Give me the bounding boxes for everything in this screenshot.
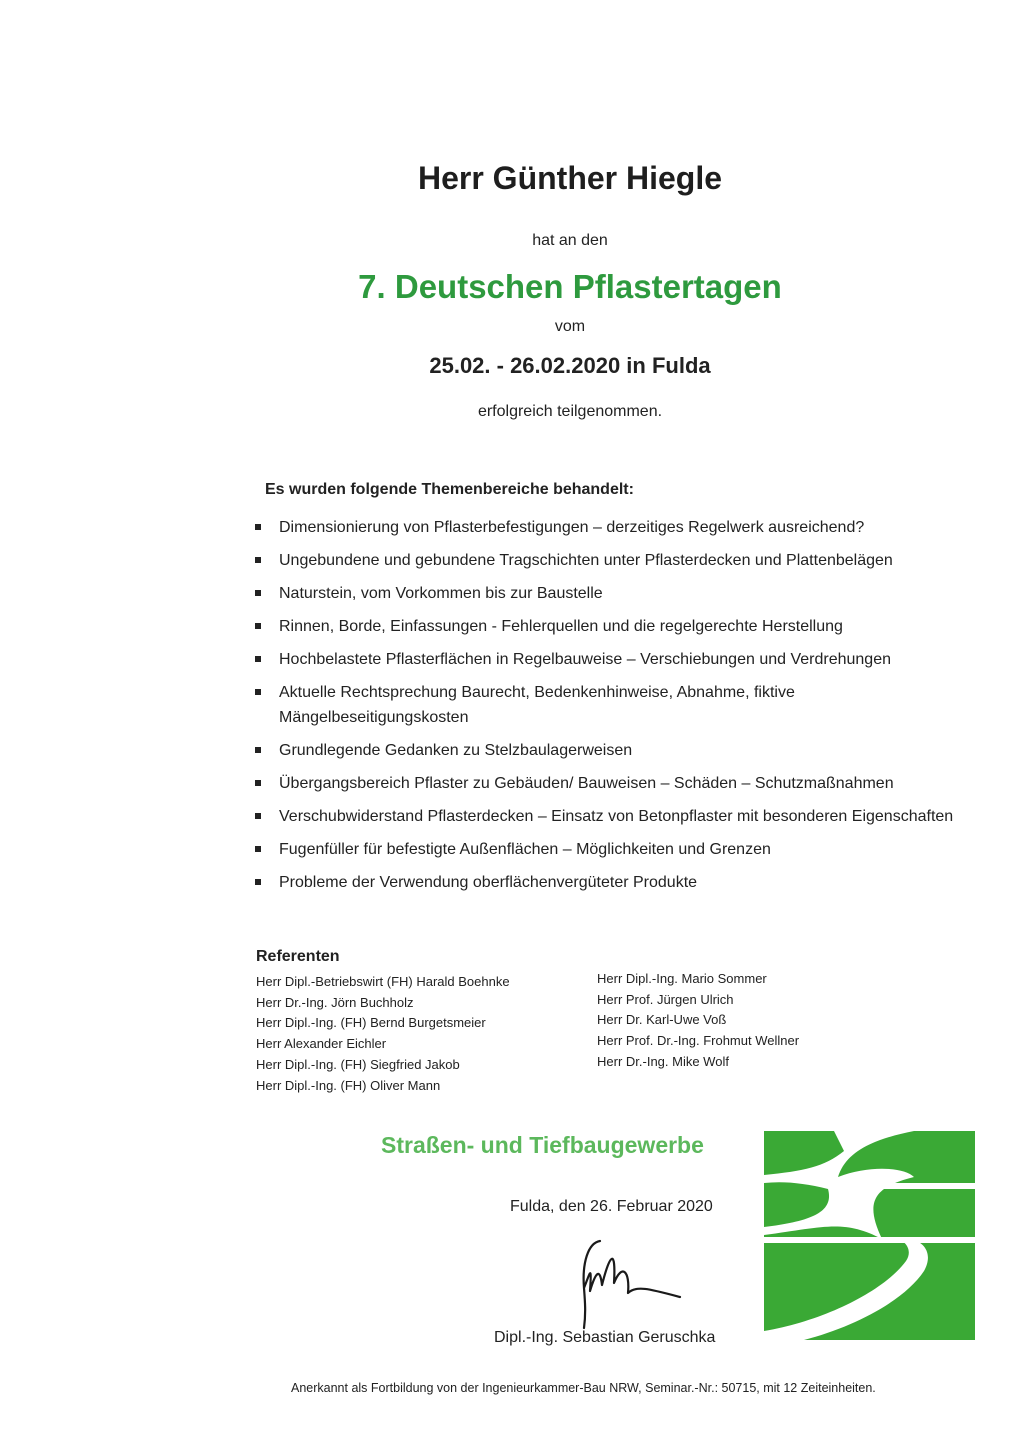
referent-item: Herr Dr.-Ing. Mike Wolf	[597, 1053, 729, 1069]
topic-text: Übergangsbereich Pflaster zu Gebäuden/ Bauweisen – Schäden – Schutzmaßnahmen	[279, 775, 894, 792]
topic-text: Grundlegende Gedanken zu Stelzbaulagerweisen	[279, 742, 633, 759]
referenten-heading: Referenten	[256, 948, 340, 965]
topic-item	[255, 738, 975, 763]
event-dates: 25.02. - 26.02.2020 in Fulda	[429, 353, 711, 378]
topic-text: Ungebundene und gebundene Tragschichten unter Pflasterdecken und Plattenbelägen	[279, 552, 893, 569]
bullet-square-icon	[255, 590, 261, 596]
signer-name: Dipl.-Ing. Sebastian Geruschka	[494, 1329, 716, 1346]
topic-text: Fugenfüller für befestigte Außenflächen – Möglichkeiten und Grenzen	[279, 841, 771, 858]
bullet-square-icon	[255, 524, 261, 530]
recipient-name: Herr Günther Hiegle	[417, 160, 723, 196]
bullet-square-icon	[255, 813, 261, 819]
topic-text: Hochbelastete Pflasterflächen in Regelbauweise – Verschiebungen und Verdrehungen	[279, 651, 891, 668]
referent-item: Herr Dipl.-Ing. (FH) Bernd Burgetsmeier	[256, 1015, 486, 1031]
topic-text: Dimensionierung von Pflasterbefestigungen – derzeitiges Regelwerk ausreichend?	[279, 519, 865, 536]
referent-item: Herr Dr. Karl-Uwe Voß	[597, 1012, 727, 1028]
bullet-square-icon	[255, 689, 261, 695]
topic-text: Verschubwiderstand Pflasterdecken – Einsatz von Betonpflaster mit besonderen Eigenschaften	[279, 808, 954, 825]
bullet-square-icon	[255, 656, 261, 662]
topic-text: Rinnen, Borde, Einfassungen - Fehlerquellen und die regelgerechte Herstellung	[279, 618, 843, 635]
topic-item	[255, 771, 975, 796]
bullet-square-icon	[255, 747, 261, 753]
bullet-square-icon	[255, 879, 261, 885]
topic-item	[255, 837, 975, 862]
event-title: 7. Deutschen Pflastertagen	[358, 268, 782, 305]
topic-item	[255, 680, 975, 730]
topics-heading: Es wurden folgende Themenbereiche behandelt:	[265, 481, 634, 498]
signature-icon	[570, 1233, 690, 1333]
referent-item: Herr Dipl.-Ing. (FH) Oliver Mann	[256, 1077, 441, 1093]
result-text: erfolgreich teilgenommen.	[477, 403, 663, 420]
place-date: Fulda, den 26. Februar 2020	[510, 1198, 713, 1215]
topic-item	[255, 614, 975, 639]
topics-list	[255, 515, 975, 903]
organization-logo-icon	[764, 1131, 975, 1340]
bullet-square-icon	[255, 623, 261, 629]
bullet-square-icon	[255, 780, 261, 786]
referent-item: Herr Prof. Dr.-Ing. Frohmut Wellner	[597, 1033, 800, 1049]
organization-name: Straßen- und Tiefbaugewerbe	[381, 1132, 704, 1158]
topic-item	[255, 647, 975, 672]
topic-item	[255, 804, 975, 829]
bullet-square-icon	[255, 557, 261, 563]
intro-text: hat an den	[532, 232, 608, 249]
vom-text: vom	[554, 318, 586, 335]
referenten-list-left	[256, 972, 586, 1096]
accreditation-footer: Anerkannt als Fortbildung von der Ingenieurkammer-Bau NRW, Seminar.-Nr.: 50715, mit 12 Zeiteinheiten.	[291, 1381, 876, 1395]
referent-item: Herr Dipl.-Ing. Mario Sommer	[597, 971, 767, 986]
referent-item: Herr Alexander Eichler	[256, 1036, 387, 1052]
referent-item: Herr Dipl.-Betriebswirt (FH) Harald Boehnke	[256, 974, 510, 989]
referent-item: Herr Dr.-Ing. Jörn Buchholz	[256, 994, 414, 1010]
referent-item: Herr Dipl.-Ing. (FH) Siegfried Jakob	[256, 1056, 460, 1072]
topic-item	[255, 581, 975, 606]
topic-text: Aktuelle Rechtsprechung Baurecht, Bedenkenhinweise, Abnahme, fiktive Mängelbeseitigungskosten	[279, 684, 795, 726]
topic-text: Naturstein, vom Vorkommen bis zur Baustelle	[279, 585, 603, 602]
bullet-square-icon	[255, 846, 261, 852]
topic-item	[255, 548, 975, 573]
referent-item: Herr Prof. Jürgen Ulrich	[597, 991, 734, 1007]
referenten-list-right	[597, 969, 927, 1073]
topic-item	[255, 515, 975, 540]
topic-text: Probleme der Verwendung oberflächenvergüteter Produkte	[279, 874, 698, 891]
topic-item	[255, 870, 975, 895]
